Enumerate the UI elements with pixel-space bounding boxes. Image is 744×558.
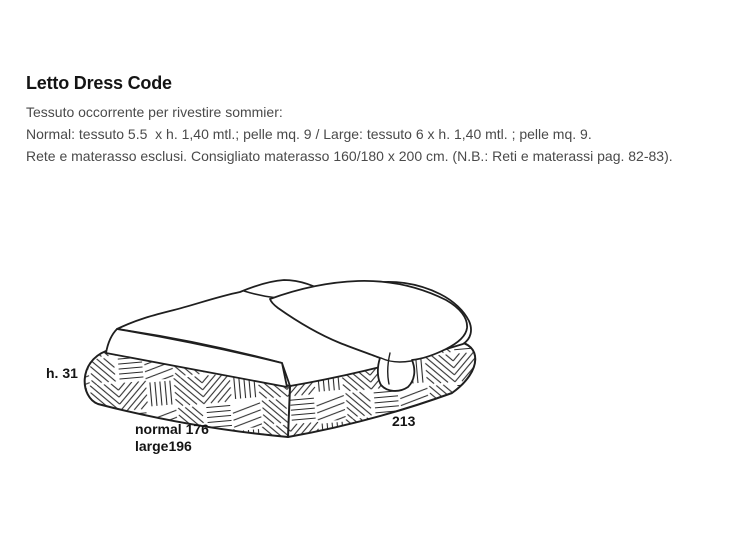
description-line-2: Normal: tessuto 5.5 x h. 1,40 mtl.; pelle mq. 9 / Large: tessuto 6 x h. 1,40 mtl. ; pelle mq. 9. xyxy=(26,126,592,142)
depth-dimension-label: 213 xyxy=(392,413,416,429)
width-large-dimension-label: large196 xyxy=(135,438,192,454)
width-normal-dimension-label: normal 176 xyxy=(135,421,209,437)
page-title: Letto Dress Code xyxy=(26,73,172,94)
height-dimension-label: h. 31 xyxy=(46,365,78,381)
description-line-3: Rete e materasso esclusi. Consigliato materasso 160/180 x 200 cm. (N.B.: Reti e materassi pag. 82-83). xyxy=(26,148,673,164)
description-line-1: Tessuto occorrente per rivestire sommier: xyxy=(26,104,283,120)
